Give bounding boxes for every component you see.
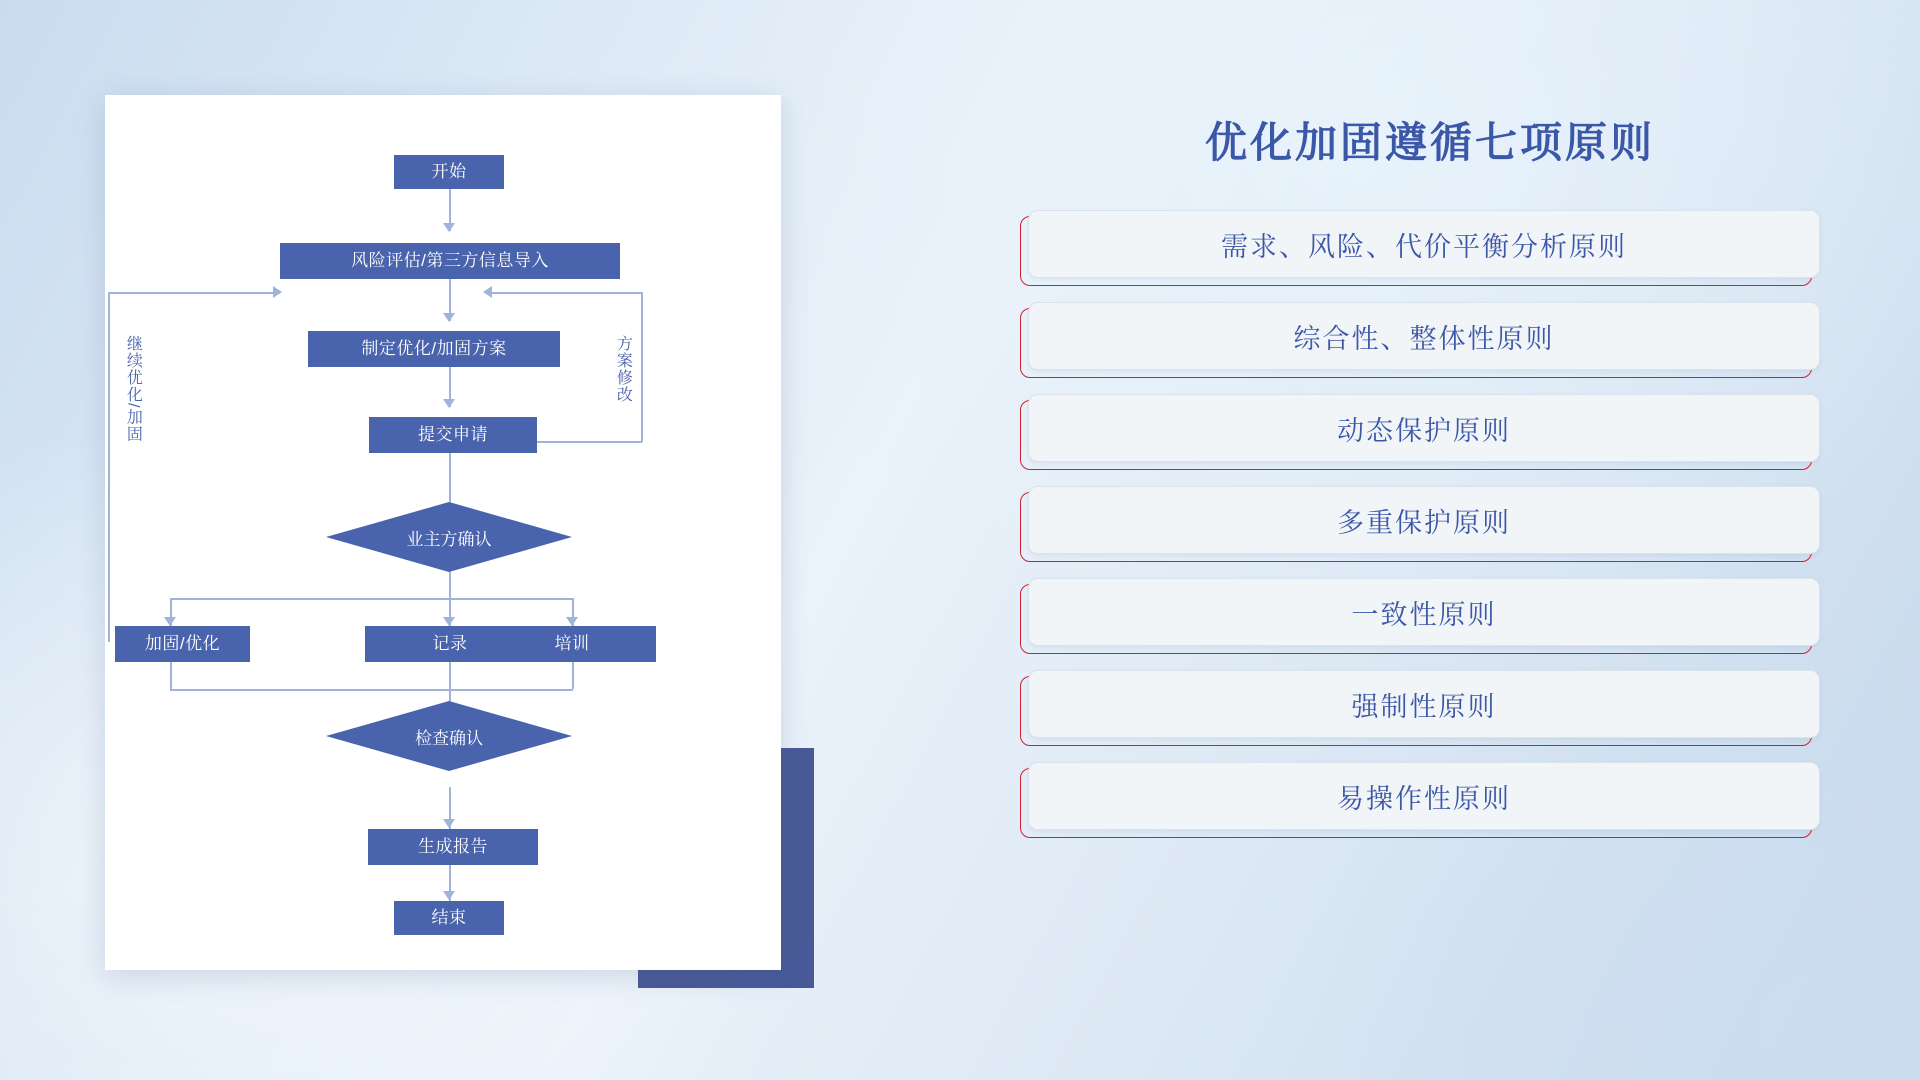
- principle-label: 一致性原则: [1028, 578, 1820, 646]
- principle-label: 动态保护原则: [1028, 394, 1820, 462]
- list-item[interactable]: [1020, 302, 1840, 372]
- arrow-branch-left: [164, 617, 176, 626]
- edge-branch-bus: [170, 598, 573, 600]
- arrow-check-report: [443, 819, 455, 828]
- flow-node-start[interactable]: [394, 155, 504, 189]
- list-item[interactable]: [1020, 394, 1840, 464]
- list-item[interactable]: [1020, 578, 1840, 648]
- edge-merge-left: [170, 661, 172, 689]
- flow-node-check-confirm[interactable]: [326, 701, 572, 771]
- edge-left-loop-vertical: [108, 292, 110, 642]
- flow-node-record-label: 记录: [432, 633, 468, 653]
- flow-node-report-label: 生成报告: [418, 836, 488, 856]
- principle-label: 易操作性原则: [1028, 762, 1820, 830]
- page-title: 优化加固遵循七项原则: [1204, 119, 1655, 166]
- flow-node-reinforce-label: 加固/优化: [144, 633, 221, 653]
- flow-node-end[interactable]: [394, 901, 504, 935]
- flow-node-end-label: 结束: [431, 907, 467, 927]
- arrow-risk-plan: [443, 313, 455, 322]
- flow-node-risk[interactable]: [280, 243, 620, 279]
- edge-confirm-branch: [449, 570, 451, 598]
- edge-label-right-loop: 方案修改: [614, 335, 632, 403]
- flow-node-training-label: 培训: [554, 633, 590, 653]
- arrow-start-risk: [443, 223, 455, 232]
- principle-label: 强制性原则: [1028, 670, 1820, 738]
- arrow-branch-mid: [443, 617, 455, 626]
- arrow-right-loop: [483, 286, 492, 298]
- arrow-left-loop: [273, 286, 282, 298]
- flow-node-submit-label: 提交申请: [418, 424, 488, 444]
- edge-right-loop-vertical: [641, 292, 643, 442]
- principles-list: [1020, 210, 1840, 854]
- edge-right-loop-top: [485, 292, 642, 294]
- principles-panel: [1020, 100, 1840, 1000]
- edge-merge-bus: [170, 689, 573, 691]
- arrow-branch-right: [566, 617, 578, 626]
- flow-node-start-label: 开始: [431, 161, 467, 181]
- flow-node-report[interactable]: [368, 829, 538, 865]
- edge-left-loop-top: [108, 292, 280, 294]
- arrow-report-end: [443, 891, 455, 900]
- principle-label: 综合性、整体性原则: [1028, 302, 1820, 370]
- edge-merge-right: [572, 661, 574, 689]
- flow-node-owner-confirm-label: 业主方确认: [406, 529, 492, 549]
- edge-label-left-loop: 继续优化/加固: [124, 335, 142, 443]
- list-item[interactable]: [1020, 670, 1840, 740]
- flow-node-reinforce[interactable]: [115, 626, 250, 662]
- flow-node-plan-label: 制定优化/加固方案: [361, 338, 507, 358]
- flow-node-check-confirm-label: 检查确认: [415, 728, 483, 748]
- list-item[interactable]: [1020, 486, 1840, 556]
- flow-node-owner-confirm[interactable]: [326, 502, 572, 572]
- list-item[interactable]: [1020, 762, 1840, 832]
- arrow-plan-submit: [443, 399, 455, 408]
- flow-node-risk-label: 风险评估/第三方信息导入: [351, 250, 549, 270]
- flowchart: [105, 95, 781, 970]
- flow-node-training[interactable]: [488, 626, 656, 662]
- principle-label: 多重保护原则: [1028, 486, 1820, 554]
- flowchart-card: [105, 95, 781, 970]
- list-item[interactable]: [1020, 210, 1840, 280]
- flow-node-plan[interactable]: [308, 331, 560, 367]
- flow-node-submit[interactable]: [369, 417, 537, 453]
- principle-label: 需求、风险、代价平衡分析原则: [1028, 210, 1820, 278]
